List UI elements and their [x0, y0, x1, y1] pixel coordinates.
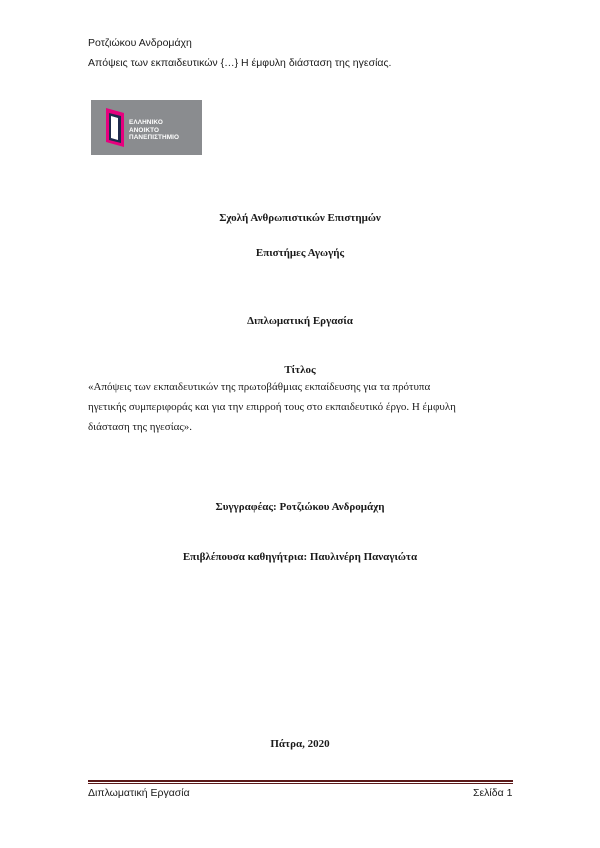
thesis-title	[88, 377, 516, 437]
thesis-title-line-1: «Απόψεις των εκπαιδευτικών της πρωτοβάθμιας εκπαίδευσης για τα πρότυπα	[88, 381, 431, 393]
place-date: Πάτρα, 2020	[270, 738, 330, 750]
footer-rule-thin	[88, 783, 513, 784]
author-line: Συγγραφέας: Ροτζιώκου Ανδρομάχη	[215, 501, 385, 513]
program-name: Επιστήμες Αγωγής	[255, 247, 345, 259]
page-number: Σελίδα 1	[473, 787, 513, 799]
university-logo	[91, 100, 202, 155]
logo-line-3: ΠΑΝΕΠΙΣΤΗΜΙΟ	[129, 134, 180, 142]
running-header-author: Ροτζιώκου Ανδρομάχη	[88, 37, 192, 49]
school-name: Σχολή Ανθρωπιστικών Επιστημών	[219, 212, 381, 224]
footer-rule	[88, 780, 513, 782]
thesis-title-line-2: ηγετικής συμπεριφοράς και για την επιρροή τους στο εκπαιδευτικό έργο. Η έμφυλη	[88, 401, 456, 413]
logo-text	[129, 119, 179, 142]
supervisor-line: Επιβλέπουσα καθηγήτρια: Παυλινέρη Παναγιώτα	[182, 551, 418, 563]
logo-line-1: ΕΛΛΗΝΙΚΟ	[129, 119, 163, 126]
thesis-title-line-3: διάσταση της ηγεσίας».	[88, 421, 193, 433]
logo-line-2: ΑΝΟΙΚΤΟ	[129, 126, 160, 134]
running-header-title: Απόψεις των εκπαιδευτικών {…} Η έμφυλη διάσταση της ηγεσίας.	[88, 57, 392, 69]
footer-document-type: Διπλωματική Εργασία	[88, 787, 190, 799]
title-heading: Τίτλος	[284, 364, 316, 376]
document-type: Διπλωματική Εργασία	[247, 315, 353, 327]
